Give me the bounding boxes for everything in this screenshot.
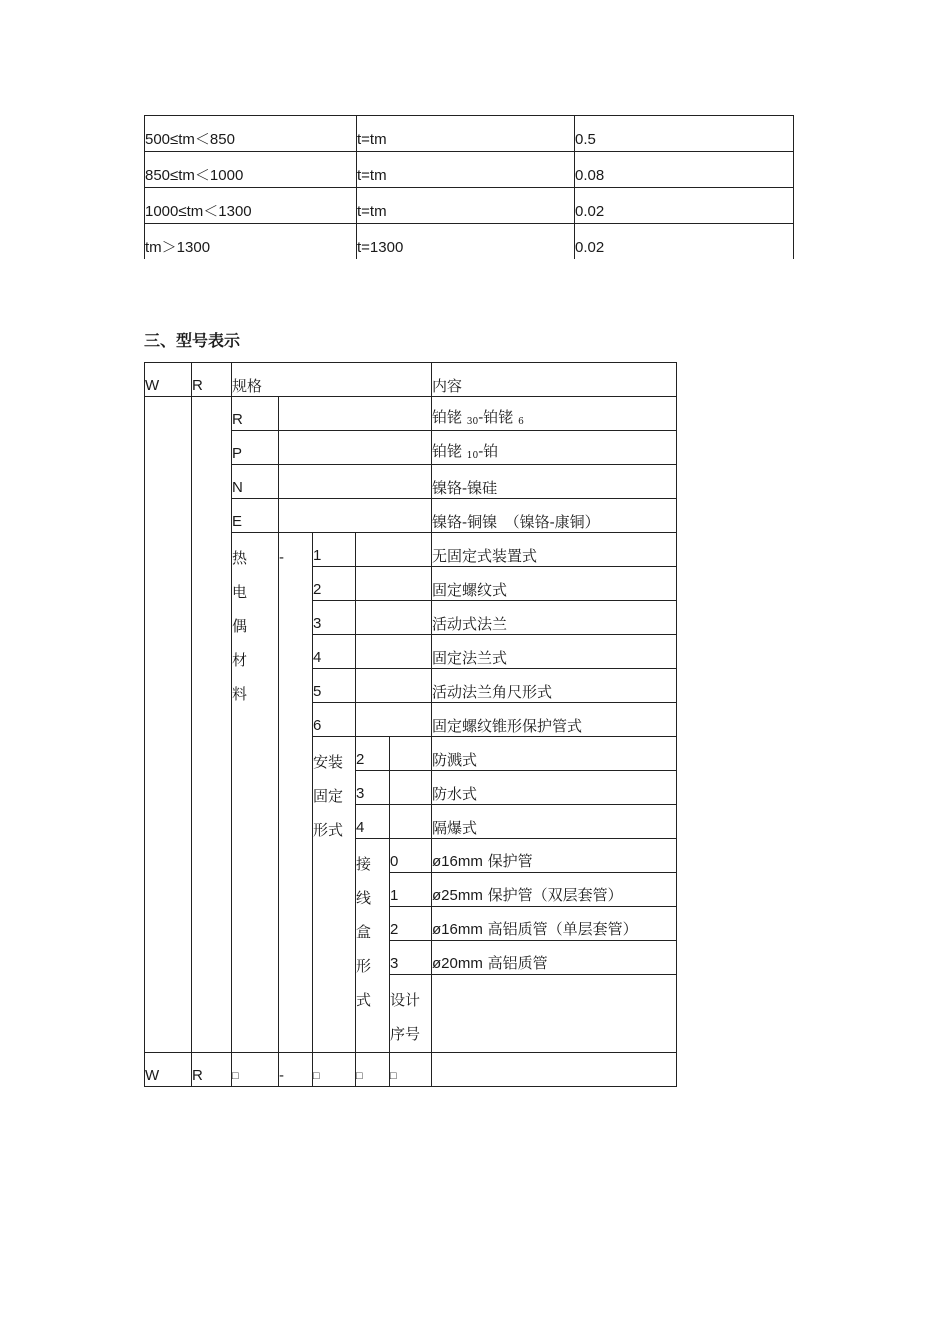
table-row	[145, 116, 794, 152]
install-code: 4	[313, 635, 356, 669]
empty-cell	[279, 465, 432, 499]
empty-cell	[390, 771, 432, 805]
model-designation-table	[144, 362, 677, 1087]
install-code: 6	[313, 703, 356, 737]
material-code: P	[232, 431, 279, 465]
table-cell: 850≤tm＜1000	[145, 152, 357, 188]
empty-cell	[390, 805, 432, 839]
material-code: E	[232, 499, 279, 533]
header-cell-spec: 规格	[232, 363, 432, 397]
footer-box: □	[313, 1053, 356, 1087]
empty-cell	[279, 431, 432, 465]
install-desc: 固定螺纹式	[432, 567, 677, 601]
install-desc: 固定螺纹锥形保护管式	[432, 703, 677, 737]
tube-code: 1	[390, 873, 432, 907]
empty-cell	[356, 635, 432, 669]
footer-dash: -	[279, 1053, 313, 1087]
footer-box: □	[356, 1053, 390, 1087]
install-group-label: 安装 固定 形式	[313, 737, 356, 1053]
install-code: 2	[313, 567, 356, 601]
header-cell-content: 内容	[432, 363, 677, 397]
footer-cell-w: W	[145, 1053, 192, 1087]
junction-group-label: 接 线 盒 形 式	[356, 839, 390, 1053]
header-cell-w: W	[145, 363, 192, 397]
dash-cell: -	[279, 533, 313, 1053]
footer-cell-r: R	[192, 1053, 232, 1087]
table-row	[145, 224, 794, 260]
junction-code: 2	[356, 737, 390, 771]
table-row	[145, 188, 794, 224]
install-desc: 活动法兰角尺形式	[432, 669, 677, 703]
tube-desc: ø20mm 高铝质管	[432, 941, 677, 975]
table-cell: 0.02	[575, 188, 794, 224]
empty-cell	[356, 533, 432, 567]
empty-cell	[145, 397, 192, 1053]
table-row	[145, 397, 677, 431]
table-cell: t=tm	[357, 152, 575, 188]
section-title: 三、型号表示	[144, 331, 241, 350]
junction-desc: 防水式	[432, 771, 677, 805]
material-desc: 铂铑 30-铂铑 6	[432, 397, 677, 431]
tube-desc: ø16mm 保护管	[432, 839, 677, 873]
table-cell: tm＞1300	[145, 224, 357, 260]
empty-cell	[356, 703, 432, 737]
table-cell: 500≤tm＜850	[145, 116, 357, 152]
empty-cell	[432, 1053, 677, 1087]
table-row	[145, 1053, 677, 1087]
material-code: R	[232, 397, 279, 431]
empty-cell	[192, 397, 232, 1053]
empty-cell	[279, 499, 432, 533]
table-row	[145, 363, 677, 397]
table-cell: t=1300	[357, 224, 575, 260]
junction-desc: 隔爆式	[432, 805, 677, 839]
material-desc: 镍铬-镍硅	[432, 465, 677, 499]
material-group-label: 热 电 偶 材 料	[232, 533, 279, 1053]
material-code: N	[232, 465, 279, 499]
tube-code: 0	[390, 839, 432, 873]
table-cell: 1000≤tm＜1300	[145, 188, 357, 224]
empty-cell	[279, 397, 432, 431]
material-desc: 铂铑 10-铂	[432, 431, 677, 465]
junction-code: 3	[356, 771, 390, 805]
footer-box: □	[232, 1053, 279, 1087]
install-desc: 活动式法兰	[432, 601, 677, 635]
tube-desc: ø16mm 高铝质管（单层套管）	[432, 907, 677, 941]
header-cell-r: R	[192, 363, 232, 397]
temperature-table	[144, 115, 794, 259]
empty-cell	[390, 737, 432, 771]
empty-cell	[432, 975, 677, 1053]
tube-code: 2	[390, 907, 432, 941]
install-code: 5	[313, 669, 356, 703]
install-code: 1	[313, 533, 356, 567]
table-cell: t=tm	[357, 116, 575, 152]
table-cell: 0.08	[575, 152, 794, 188]
empty-cell	[356, 601, 432, 635]
tube-desc: ø25mm 保护管（双层套管）	[432, 873, 677, 907]
install-desc: 无固定式装置式	[432, 533, 677, 567]
tube-code: 3	[390, 941, 432, 975]
table-cell: t=tm	[357, 188, 575, 224]
install-desc: 固定法兰式	[432, 635, 677, 669]
design-group-label: 设计 序号	[390, 975, 432, 1053]
empty-cell	[356, 567, 432, 601]
empty-cell	[356, 669, 432, 703]
table-cell: 0.5	[575, 116, 794, 152]
table-row	[145, 152, 794, 188]
install-code: 3	[313, 601, 356, 635]
junction-code: 4	[356, 805, 390, 839]
footer-box: □	[390, 1053, 432, 1087]
table-cell: 0.02	[575, 224, 794, 260]
material-desc: 镍铬-铜镍 （镍铬-康铜）	[432, 499, 677, 533]
junction-desc: 防溅式	[432, 737, 677, 771]
